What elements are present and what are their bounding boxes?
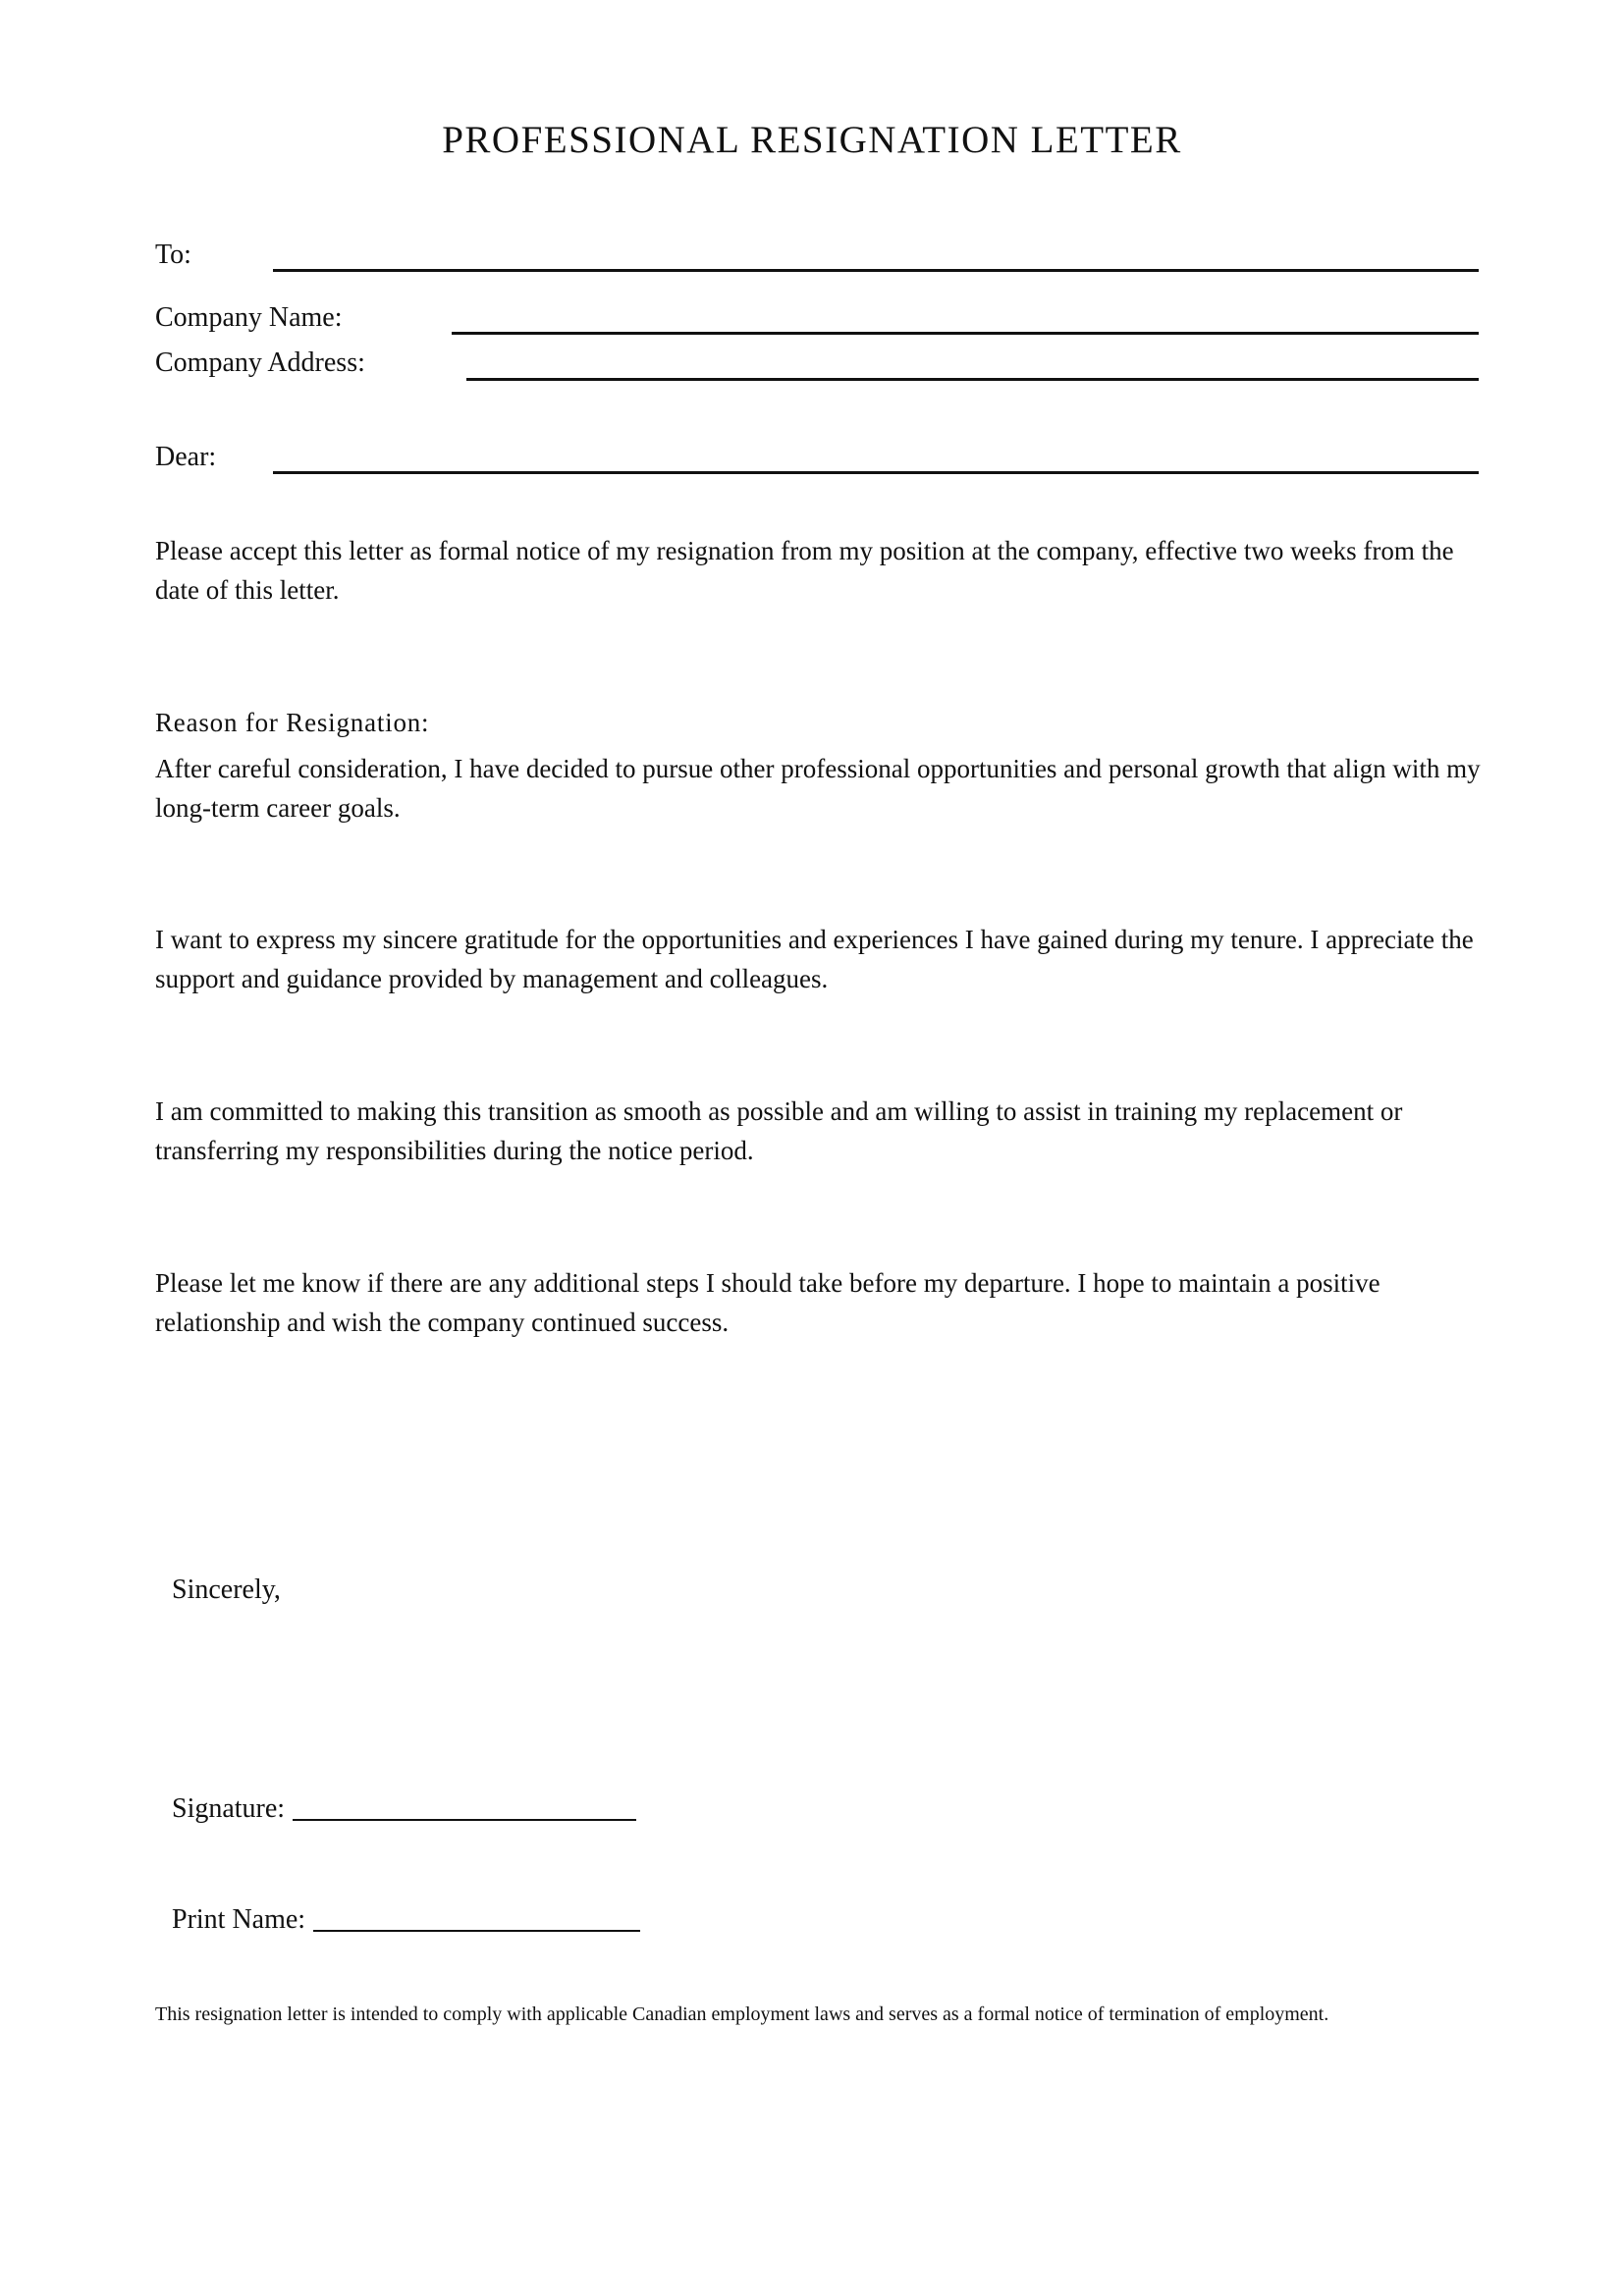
transition-paragraph: I am committed to making this transition as smooth as possible and am willing to assist in training my replacement or transferring my responsibilities during the notice period.	[155, 1096, 1403, 1165]
intro-paragraph: Please accept this letter as formal notice of my resignation from my position at the company, effective two weeks from the date of this letter.	[155, 536, 1454, 605]
reason-heading: Reason for Resignation:	[155, 708, 430, 737]
signature-field[interactable]	[293, 1793, 636, 1821]
print-name-label: Print Name:	[172, 1904, 306, 1935]
closing-paragraph: Please let me know if there are any additional steps I should take before my departure. I hope to maintain a positive relationship and wish the company continued success.	[155, 1268, 1380, 1337]
page-title: PROFESSIONAL RESIGNATION LETTER	[442, 119, 1182, 161]
to-field[interactable]	[273, 269, 1479, 272]
footer-note: This resignation letter is intended to comply with applicable Canadian employment laws and serves as a formal notice of termination of employment.	[155, 2003, 1329, 2025]
company-name-label: Company Name:	[155, 302, 343, 333]
signature-row	[172, 1791, 636, 1827]
reason-paragraph: After careful consideration, I have decided to pursue other professional opportunities and personal growth that align with my long-term career goals.	[155, 754, 1481, 823]
company-name-field[interactable]	[452, 332, 1479, 335]
dear-label: Dear:	[155, 442, 217, 472]
print-name-field[interactable]	[313, 1904, 640, 1932]
gratitude-paragraph: I want to express my sincere gratitude for the opportunities and experiences I have gained during my tenure. I appreciate the support and guidance provided by management and colleagues.	[155, 925, 1474, 993]
signature-label: Signature:	[172, 1793, 286, 1824]
print-name-row	[172, 1902, 640, 1938]
company-address-field[interactable]	[466, 378, 1479, 381]
company-address-label: Company Address:	[155, 347, 365, 378]
to-label: To:	[155, 240, 191, 270]
closing-salutation: Sincerely,	[172, 1575, 281, 1605]
dear-field[interactable]	[273, 471, 1479, 474]
